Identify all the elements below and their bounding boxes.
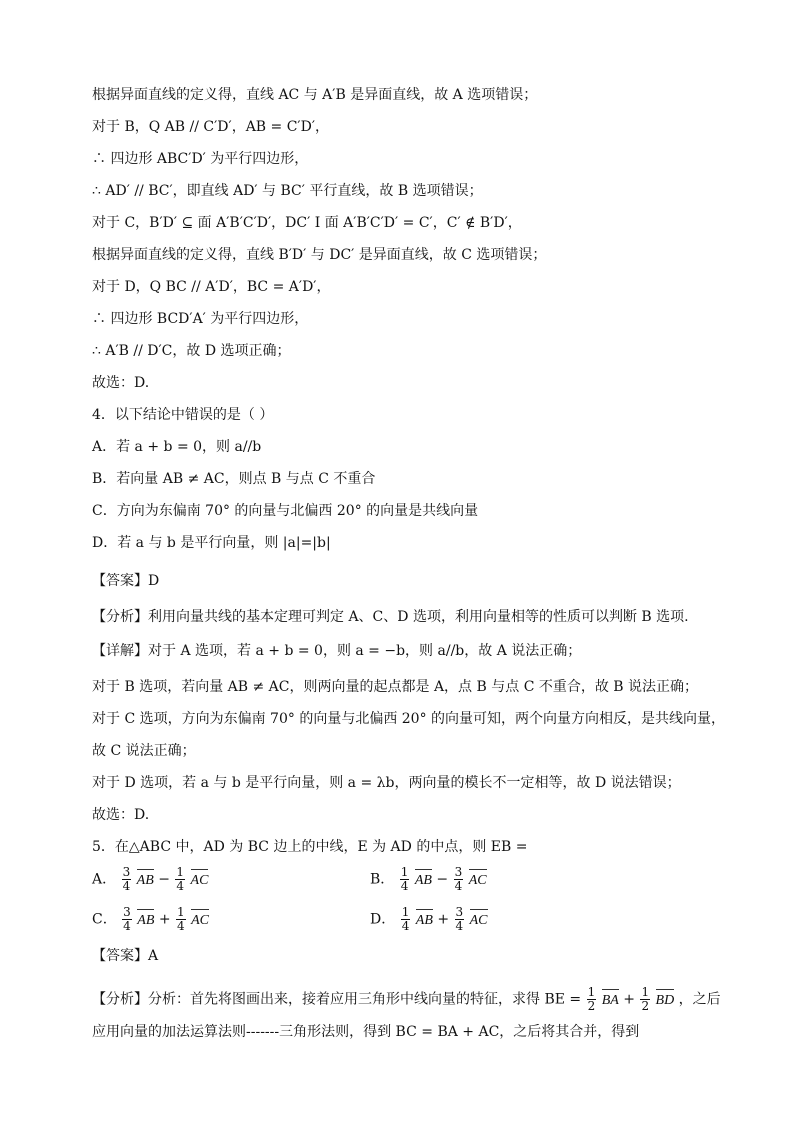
q5-option-b: B． $\frac{1}{4}$ AB − $\frac{3}{4}$ AC: [370, 865, 487, 893]
text-line: 【详解】对于 A 选项，若 a + b = 0，则 a = −b，则 a//b，故 A 说法正确；: [92, 643, 582, 659]
text-line: 【分析】利用向量共线的基本定理可判定 A、C、D 选项，利用向量相等的性质可以判断 B 选项.: [92, 609, 689, 625]
text-line: 4．以下结论中错误的是（ ）: [92, 407, 274, 423]
text-line: 故选：D.: [92, 375, 150, 391]
text-line: 故选：D.: [92, 807, 150, 823]
text-line: 对于 B 选项，若向量 AB ≠ AC，则两向量的起点都是 A，点 B 与点 C 不重合，故 B 说法正确；: [92, 679, 699, 695]
text-line: 对于 C，B′D′ ⊆ 面 A′B′C′D′，DC′ I 面 A′B′C′D′ = C′，C′ ∉ B′D′，: [92, 215, 522, 231]
text-line: D．若 a 与 b 是平行向量，则 |a|=|b|: [92, 535, 331, 551]
text-line: 【答案】D: [92, 573, 160, 589]
q5-option-c: C． $\frac{3}{4}$ AB + $\frac{1}{4}$ AC: [92, 905, 209, 933]
text-line: 根据异面直线的定义得，直线 AC 与 A′B 是异面直线，故 A 选项错误；: [92, 87, 538, 103]
text-line: 对于 D，Q BC // A′D′，BC = A′D′，: [92, 279, 331, 295]
text-line: C．方向为东偏南 70° 的向量与北偏西 20° 的向量是共线向量: [92, 503, 479, 519]
text-line: ∴ 四边形 ABC′D′ 为平行四边形，: [92, 151, 309, 167]
text-line: 对于 D 选项，若 a 与 b 是平行向量，则 a = λb，两向量的模长不一定相等，故 D 说法错误；: [92, 775, 681, 791]
text-line: 5．在△ABC 中，AD 为 BC 边上的中线，E 为 AD 的中点，则 EB =: [92, 839, 528, 855]
text-line: 故 C 说法正确；: [92, 743, 196, 759]
text-line: ∴ AD′ // BC′，即直线 AD′ 与 BC′ 平行直线，故 B 选项错误；: [92, 183, 483, 199]
q5-answer: 【答案】A: [92, 948, 159, 964]
text-line: A．若 a + b = 0，则 a//b: [92, 439, 262, 455]
q5-option-d: D． $\frac{1}{4}$ AB + $\frac{3}{4}$ AC: [370, 905, 488, 933]
text-line: ∴ A′B // D′C，故 D 选项正确；: [92, 343, 291, 359]
text-line: 对于 C 选项，方向为东偏南 70° 的向量与北偏西 20° 的向量可知，两个向量方向相反，是共线向量，: [92, 711, 726, 727]
q5-analysis-line-2: 应用向量的加法运算法则-------三角形法则，得到 BC = BA + AC，之后将其合并，得到: [92, 1024, 640, 1040]
q5-option-a: A． $\frac{3}{4}$ AB − $\frac{1}{4}$ AC: [92, 865, 209, 893]
q5-analysis-line-1: 【分析】分析：首先将图画出来，接着应用三角形中线向量的特征，求得 BE = $\frac{1}{2}$ BA + $\frac{1}{2}$ BD ，之后: [92, 985, 721, 1013]
text-line: B．若向量 AB ≠ AC，则点 B 与点 C 不重合: [92, 471, 376, 487]
text-line: 对于 B，Q AB // C′D′，AB = C′D′，: [92, 119, 330, 135]
text-line: 根据异面直线的定义得，直线 B′D′ 与 DC′ 是异面直线，故 C 选项错误；: [92, 247, 547, 263]
text-line: ∴ 四边形 BCD′A′ 为平行四边形，: [92, 311, 309, 327]
